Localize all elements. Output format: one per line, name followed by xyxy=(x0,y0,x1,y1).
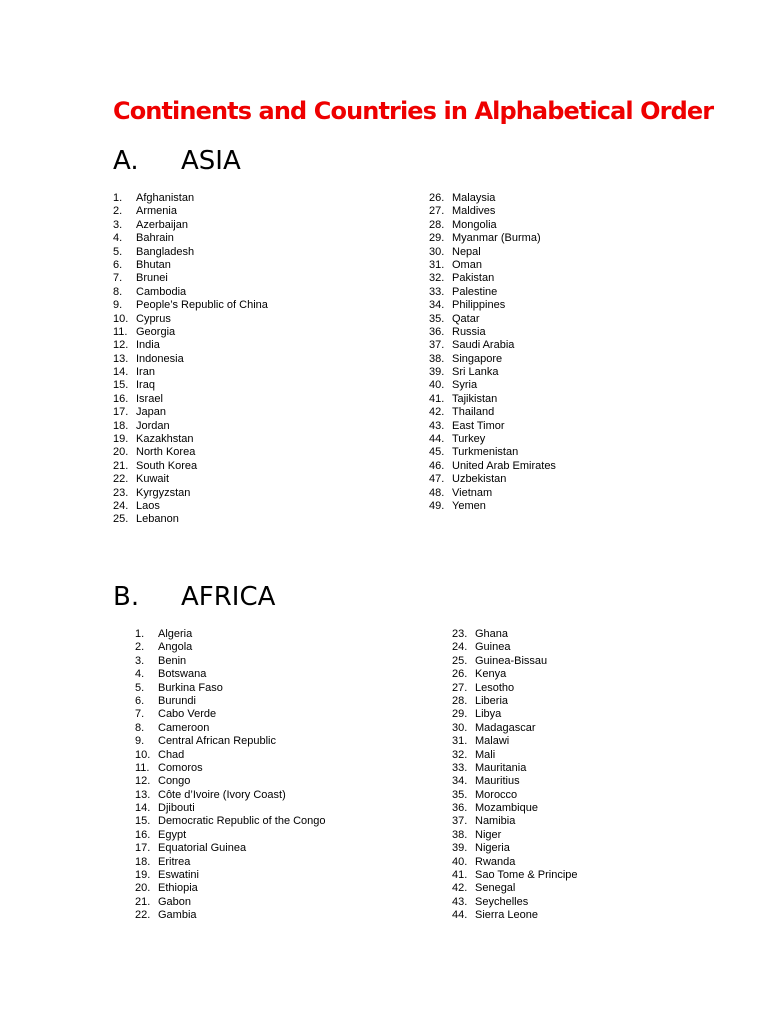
list-item-country: Rwanda xyxy=(475,855,516,868)
list-item-number: 37. xyxy=(452,815,468,828)
list-item-number: 12. xyxy=(135,775,151,788)
list-item-number: 38. xyxy=(452,828,468,841)
list-item-number: 22. xyxy=(135,909,151,922)
list-item xyxy=(429,286,556,299)
list-item-country: Vietnam xyxy=(452,486,493,499)
list-item xyxy=(113,299,268,312)
list-item-country: Algeria xyxy=(158,628,193,640)
list-item xyxy=(452,655,578,668)
list-item-number: 32. xyxy=(452,748,468,761)
list-item-number: 32. xyxy=(429,272,445,285)
list-item-number: 15. xyxy=(113,379,129,392)
list-item xyxy=(452,829,578,842)
list-item-number: 23. xyxy=(452,628,468,640)
list-item xyxy=(135,735,326,748)
section-title: AFRICA xyxy=(181,582,276,612)
list-item-number: 1. xyxy=(113,192,123,204)
list-item-number: 40. xyxy=(429,379,445,392)
list-item-country: Turkmenistan xyxy=(452,446,519,459)
list-item xyxy=(113,420,268,433)
list-item-country: Cyprus xyxy=(136,312,171,325)
list-item-country: Mauritania xyxy=(475,761,527,774)
list-item-country: Armenia xyxy=(136,205,177,218)
list-item xyxy=(113,460,268,473)
list-item xyxy=(135,896,326,909)
list-item-country: Guinea xyxy=(475,641,511,654)
list-item xyxy=(452,708,578,721)
list-item-country: Russia xyxy=(452,325,486,338)
list-item-number: 16. xyxy=(135,828,151,841)
list-item xyxy=(452,762,578,775)
list-item-country: Bhutan xyxy=(136,258,171,271)
list-item xyxy=(135,668,326,681)
list-item xyxy=(113,205,268,218)
list-item-country: Chad xyxy=(158,748,185,761)
list-item xyxy=(135,682,326,695)
list-item-number: 34. xyxy=(452,775,468,788)
list-item-country: Philippines xyxy=(452,299,506,312)
list-item-number: 28. xyxy=(429,218,445,231)
list-item-country: Jordan xyxy=(136,419,170,432)
list-item-number: 35. xyxy=(429,312,445,325)
list-item-number: 34. xyxy=(429,299,445,312)
list-item xyxy=(452,789,578,802)
list-item xyxy=(429,379,556,392)
list-item xyxy=(135,789,326,802)
list-item xyxy=(429,192,556,205)
list-item-number: 39. xyxy=(429,366,445,379)
list-item-number: 5. xyxy=(113,245,123,258)
list-item-number: 8. xyxy=(113,285,123,298)
africa-country-list-right xyxy=(452,628,578,923)
list-item-number: 21. xyxy=(135,895,151,908)
list-item-number: 38. xyxy=(429,352,445,365)
list-item xyxy=(135,762,326,775)
list-item-country: Lebanon xyxy=(136,513,179,526)
list-item-country: Mauritius xyxy=(475,775,520,788)
list-item xyxy=(135,641,326,654)
section-letter: A. xyxy=(113,146,139,176)
list-item xyxy=(452,815,578,828)
list-item-number: 11. xyxy=(113,325,128,338)
list-item-number: 42. xyxy=(452,882,468,895)
list-item-country: Namibia xyxy=(475,815,516,828)
list-item-number: 41. xyxy=(452,869,468,882)
list-item-country: Bahrain xyxy=(136,232,174,245)
list-item-number: 25. xyxy=(452,654,468,667)
list-item-country: Cameroon xyxy=(158,721,210,734)
list-item xyxy=(113,286,268,299)
list-item-number: 6. xyxy=(135,694,145,707)
list-item xyxy=(113,272,268,285)
list-item-number: 35. xyxy=(452,788,468,801)
list-item-country: Equatorial Guinea xyxy=(158,842,247,855)
list-item-number: 43. xyxy=(429,419,445,432)
list-item-country: Mozambique xyxy=(475,802,538,815)
section-heading-africa xyxy=(113,580,275,614)
list-item-country: Sri Lanka xyxy=(452,366,499,379)
list-item-country: Comoros xyxy=(158,761,203,774)
list-item xyxy=(452,735,578,748)
section-title: ASIA xyxy=(181,146,241,176)
list-item-country: Bangladesh xyxy=(136,245,195,258)
list-item xyxy=(135,829,326,842)
list-item-number: 29. xyxy=(429,232,445,245)
list-item-country: Qatar xyxy=(452,312,480,325)
list-item-number: 8. xyxy=(135,721,145,734)
list-item-number: 13. xyxy=(135,788,151,801)
list-item-number: 16. xyxy=(113,392,129,405)
list-item xyxy=(113,473,268,486)
list-item-number: 26. xyxy=(429,192,445,204)
list-item-country: Syria xyxy=(452,379,478,392)
list-item-number: 12. xyxy=(113,339,129,352)
list-item-country: Maldives xyxy=(452,205,496,218)
list-item-number: 19. xyxy=(113,433,129,446)
list-item xyxy=(113,513,268,526)
list-item-country: People’s Republic of China xyxy=(136,299,268,312)
list-item xyxy=(113,366,268,379)
list-item-country: Nepal xyxy=(452,245,481,258)
list-item-country: Myanmar (Burma) xyxy=(452,232,541,245)
list-item-number: 5. xyxy=(135,681,145,694)
list-item xyxy=(113,393,268,406)
list-item xyxy=(135,708,326,721)
page-title: Continents and Countries in Alphabetical Order xyxy=(113,97,714,125)
list-item-country: Djibouti xyxy=(158,802,195,815)
list-item-country: Angola xyxy=(158,641,193,654)
list-item xyxy=(429,406,556,419)
list-item xyxy=(429,232,556,245)
list-item-number: 14. xyxy=(135,802,151,815)
list-item-country: Gambia xyxy=(158,909,197,922)
list-item xyxy=(113,446,268,459)
list-item-country: Kazakhstan xyxy=(136,433,194,446)
list-item-number: 1. xyxy=(135,628,145,640)
list-item-number: 28. xyxy=(452,694,468,707)
list-item-country: Turkey xyxy=(452,433,486,446)
list-item-number: 49. xyxy=(429,499,445,512)
list-item xyxy=(429,487,556,500)
list-item-country: Cambodia xyxy=(136,285,187,298)
list-item-country: Mali xyxy=(475,748,496,761)
list-item-number: 39. xyxy=(452,842,468,855)
list-item xyxy=(429,420,556,433)
list-item-country: Singapore xyxy=(452,352,503,365)
list-item xyxy=(113,487,268,500)
list-item xyxy=(113,192,268,205)
list-item-country: Eritrea xyxy=(158,855,191,868)
list-item-country: Kyrgyzstan xyxy=(136,486,191,499)
list-item xyxy=(113,379,268,392)
africa-country-list-left xyxy=(135,628,326,923)
list-item-country: Côte d’Ivoire (Ivory Coast) xyxy=(158,788,286,801)
list-item-number: 14. xyxy=(113,366,129,379)
list-item-number: 31. xyxy=(429,258,445,271)
list-item-number: 3. xyxy=(135,654,145,667)
list-item-number: 10. xyxy=(113,312,129,325)
list-item-number: 37. xyxy=(429,339,445,352)
list-item xyxy=(452,802,578,815)
list-item xyxy=(452,641,578,654)
list-item-number: 41. xyxy=(429,392,445,405)
list-item xyxy=(135,802,326,815)
list-item-number: 6. xyxy=(113,258,123,271)
list-item-country: Ghana xyxy=(475,628,509,640)
list-item-country: Tajikistan xyxy=(452,392,498,405)
list-item-number: 44. xyxy=(452,909,468,922)
list-item-country: Thailand xyxy=(452,406,495,419)
list-item-number: 9. xyxy=(135,735,145,748)
list-item xyxy=(452,722,578,735)
list-item-country: Congo xyxy=(158,775,191,788)
list-item-country: Niger xyxy=(475,828,502,841)
list-item-number: 24. xyxy=(452,641,468,654)
list-item xyxy=(113,259,268,272)
list-item xyxy=(113,353,268,366)
list-item xyxy=(429,219,556,232)
list-item xyxy=(113,313,268,326)
list-item-country: Iraq xyxy=(136,379,155,392)
list-item xyxy=(452,668,578,681)
list-item-number: 3. xyxy=(113,218,123,231)
list-item xyxy=(429,473,556,486)
list-item xyxy=(429,313,556,326)
list-item-number: 9. xyxy=(113,299,123,312)
list-item-number: 25. xyxy=(113,513,129,526)
list-item-number: 23. xyxy=(113,486,129,499)
list-item xyxy=(429,259,556,272)
list-item-country: Kenya xyxy=(475,668,507,681)
list-item-country: Ethiopia xyxy=(158,882,198,895)
list-item xyxy=(135,655,326,668)
asia-country-list-right xyxy=(429,192,556,513)
list-item xyxy=(429,272,556,285)
list-item-number: 2. xyxy=(113,205,123,218)
list-item xyxy=(452,749,578,762)
list-item-number: 13. xyxy=(113,352,129,365)
list-item-country: Morocco xyxy=(475,788,518,801)
list-item xyxy=(429,366,556,379)
section-heading-asia xyxy=(113,144,241,178)
list-item-country: Malaysia xyxy=(452,192,496,204)
list-item-number: 18. xyxy=(113,419,129,432)
list-item xyxy=(135,869,326,882)
list-item-number: 4. xyxy=(135,668,145,681)
list-item-number: 30. xyxy=(452,721,468,734)
list-item xyxy=(429,326,556,339)
list-item xyxy=(452,842,578,855)
list-item-country: Cabo Verde xyxy=(158,708,217,721)
list-item xyxy=(113,246,268,259)
list-item-country: Nigeria xyxy=(475,842,510,855)
list-item-number: 17. xyxy=(135,842,151,855)
list-item-country: United Arab Emirates xyxy=(452,459,556,472)
list-item-country: Libya xyxy=(475,708,502,721)
list-item-number: 45. xyxy=(429,446,445,459)
list-item xyxy=(429,460,556,473)
list-item xyxy=(452,856,578,869)
list-item-number: 36. xyxy=(452,802,468,815)
list-item xyxy=(452,882,578,895)
list-item-country: Central African Republic xyxy=(158,735,277,748)
list-item-number: 40. xyxy=(452,855,468,868)
list-item-number: 27. xyxy=(429,205,445,218)
list-item-country: Afghanistan xyxy=(136,192,195,204)
list-item-number: 48. xyxy=(429,486,445,499)
list-item-country: Saudi Arabia xyxy=(452,339,515,352)
list-item-number: 2. xyxy=(135,641,145,654)
list-item xyxy=(135,842,326,855)
list-item xyxy=(452,896,578,909)
list-item-number: 20. xyxy=(113,446,129,459)
list-item-number: 15. xyxy=(135,815,151,828)
list-item-country: Indonesia xyxy=(136,352,184,365)
list-item-number: 33. xyxy=(452,761,468,774)
list-item-country: Seychelles xyxy=(475,895,529,908)
list-item-country: Azerbaijan xyxy=(136,218,188,231)
list-item xyxy=(429,446,556,459)
list-item-number: 4. xyxy=(113,232,123,245)
list-item-country: Eswatini xyxy=(158,869,199,882)
list-item xyxy=(429,433,556,446)
list-item-country: East Timor xyxy=(452,419,505,432)
list-item xyxy=(135,775,326,788)
list-item-country: Madagascar xyxy=(475,721,536,734)
list-item-number: 21. xyxy=(113,459,129,472)
list-item-number: 24. xyxy=(113,499,129,512)
list-item-number: 7. xyxy=(113,272,123,285)
list-item-number: 36. xyxy=(429,325,445,338)
list-item-number: 26. xyxy=(452,668,468,681)
list-item-number: 10. xyxy=(135,748,151,761)
section-letter: B. xyxy=(113,582,140,612)
list-item xyxy=(135,722,326,735)
list-item xyxy=(429,299,556,312)
list-item-country: Sao Tome & Principe xyxy=(475,869,578,882)
list-item xyxy=(113,219,268,232)
list-item xyxy=(429,500,556,513)
list-item-country: Sierra Leone xyxy=(475,909,538,922)
list-item-number: 7. xyxy=(135,708,145,721)
list-item-country: Malawi xyxy=(475,735,510,748)
list-item-country: Japan xyxy=(136,406,166,419)
list-item-country: India xyxy=(136,339,160,352)
list-item-country: Georgia xyxy=(136,325,176,338)
list-item xyxy=(135,909,326,922)
asia-country-list-left xyxy=(113,192,268,527)
list-item-number: 42. xyxy=(429,406,445,419)
list-item-country: Laos xyxy=(136,499,160,512)
list-item-number: 47. xyxy=(429,473,445,486)
list-item xyxy=(452,775,578,788)
list-item xyxy=(135,815,326,828)
list-item-number: 29. xyxy=(452,708,468,721)
list-item-country: Israel xyxy=(136,392,163,405)
list-item-country: Kuwait xyxy=(136,473,170,486)
list-item-country: Lesotho xyxy=(475,681,515,694)
list-item-number: 19. xyxy=(135,869,151,882)
list-item xyxy=(429,353,556,366)
list-item-country: Democratic Republic of the Congo xyxy=(158,815,326,828)
list-item-number: 27. xyxy=(452,681,468,694)
list-item xyxy=(113,339,268,352)
list-item-country: Mongolia xyxy=(452,218,497,231)
list-item xyxy=(135,695,326,708)
list-item-country: Pakistan xyxy=(452,272,495,285)
list-item-number: 18. xyxy=(135,855,151,868)
list-item-number: 30. xyxy=(429,245,445,258)
list-item xyxy=(429,393,556,406)
list-item xyxy=(452,695,578,708)
list-item-country: Benin xyxy=(158,654,187,667)
list-item-number: 17. xyxy=(113,406,129,419)
list-item-country: Oman xyxy=(452,258,482,271)
list-item-number: 11. xyxy=(135,761,150,774)
list-item-country: Gabon xyxy=(158,895,192,908)
list-item xyxy=(113,433,268,446)
list-item xyxy=(135,882,326,895)
list-item-country: Uzbekistan xyxy=(452,473,507,486)
list-item-country: Botswana xyxy=(158,668,207,681)
list-item-country: Senegal xyxy=(475,882,516,895)
list-item-country: Palestine xyxy=(452,285,498,298)
list-item xyxy=(135,628,326,641)
list-item-number: 44. xyxy=(429,433,445,446)
list-item xyxy=(452,628,578,641)
list-item-country: Guinea-Bissau xyxy=(475,654,548,667)
list-item xyxy=(113,500,268,513)
list-item xyxy=(113,326,268,339)
list-item xyxy=(452,909,578,922)
list-item xyxy=(452,682,578,695)
list-item-country: South Korea xyxy=(136,459,198,472)
list-item xyxy=(135,856,326,869)
list-item-number: 33. xyxy=(429,285,445,298)
list-item-country: Liberia xyxy=(475,694,509,707)
list-item-country: Egypt xyxy=(158,828,187,841)
list-item-number: 43. xyxy=(452,895,468,908)
list-item-number: 20. xyxy=(135,882,151,895)
list-item xyxy=(135,749,326,762)
list-item-number: 31. xyxy=(452,735,468,748)
list-item-country: Burundi xyxy=(158,694,196,707)
list-item-country: Iran xyxy=(136,366,155,379)
list-item xyxy=(113,232,268,245)
list-item-number: 46. xyxy=(429,459,445,472)
list-item-country: Yemen xyxy=(452,499,486,512)
list-item xyxy=(429,205,556,218)
list-item-country: Burkina Faso xyxy=(158,681,223,694)
list-item xyxy=(429,246,556,259)
list-item-number: 22. xyxy=(113,473,129,486)
list-item-country: Brunei xyxy=(136,272,168,285)
list-item xyxy=(429,339,556,352)
list-item xyxy=(452,869,578,882)
list-item-country: North Korea xyxy=(136,446,196,459)
list-item xyxy=(113,406,268,419)
